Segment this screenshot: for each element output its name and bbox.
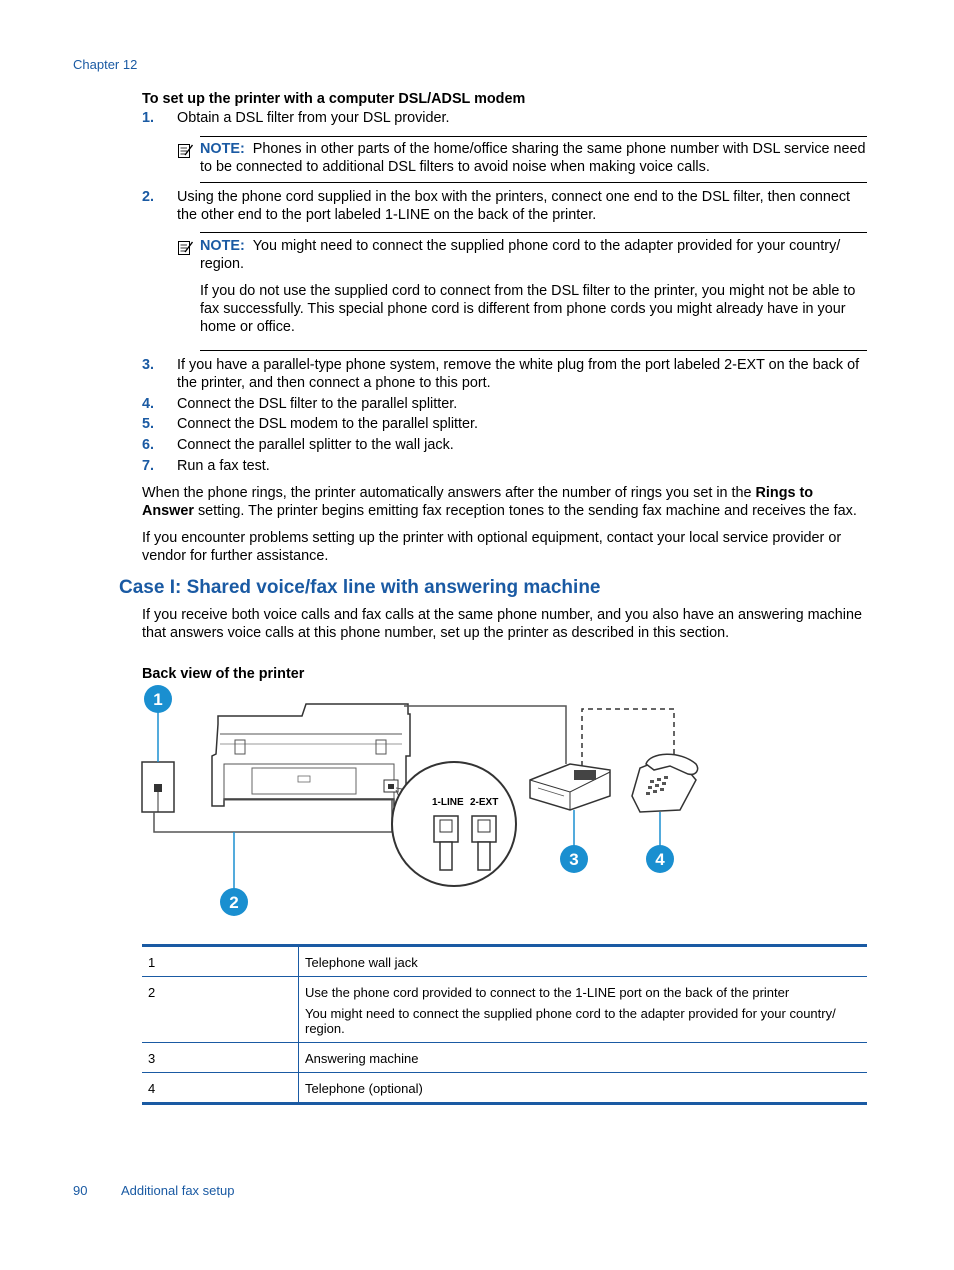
port-label: 2-EXT (470, 797, 499, 808)
step-text: Connect the DSL modem to the parallel splitter. (177, 416, 479, 432)
step-text: Using the phone cord supplied in the box with the printers, connect one end to the DSL filter, then connect the other end to the port labeled 1-LINE on the back of the printer. (177, 189, 851, 223)
legend-line: Telephone (optional) (305, 1081, 423, 1096)
wall-jack (142, 762, 174, 812)
legend-line: Use the phone cord provided to connect to the 1-LINE port on the back of the printer (305, 985, 790, 1000)
legend-description (299, 1073, 868, 1104)
note-label: NOTE: (200, 238, 245, 254)
step-text: Connect the parallel splitter to the wall jack. (177, 437, 454, 453)
phone-cord (404, 706, 566, 764)
callout-number: 3 (569, 850, 579, 869)
port-zoom (392, 762, 516, 886)
step-number: 5. (142, 416, 155, 432)
note-text (200, 237, 867, 273)
step-number: 7. (142, 458, 155, 474)
section-intro: If you receive both voice calls and fax calls at the same phone number, and you also have an answering machine that answers voice calls at this phone number, set up the printer as described in this section. (142, 607, 862, 641)
step-number: 3. (142, 357, 155, 373)
step-text: Connect the DSL filter to the parallel splitter. (177, 396, 458, 412)
step-text: Run a fax test. (177, 458, 270, 474)
setting-name: Rings to Answer (142, 485, 814, 519)
para-text: When the phone rings, the printer automatically answers after the number of rings you set in the (142, 485, 756, 501)
legend-table (142, 944, 867, 1105)
page-number: 90 (73, 1183, 88, 1198)
callout-1 (144, 685, 172, 762)
callout-number: 4 (655, 850, 665, 869)
port-label: 1-LINE (432, 797, 464, 808)
note-label: NOTE: (200, 141, 245, 157)
assistance-paragraph: If you encounter problems setting up the printer with optional equipment, contact your local service provider or vendor for further assistance. (142, 530, 842, 564)
legend-number: 2 (142, 977, 299, 1043)
legend-number: 3 (142, 1043, 299, 1073)
callout-number: 1 (153, 690, 163, 709)
legend-line: Telephone wall jack (305, 955, 418, 970)
footer-section: Additional fax setup (121, 1183, 235, 1198)
note-text (200, 140, 867, 176)
note-text-2: If you do not use the supplied cord to connect from the DSL filter to the printer, you might not be able to fax successfully. This special phone cord is different from phone cords you might already have in your home or office. (200, 283, 856, 335)
rings-paragraph (142, 484, 867, 520)
note-bottom-rule (200, 350, 867, 351)
callout-2 (220, 832, 248, 916)
table-row (142, 1073, 867, 1104)
figure-title: Back view of the printer (142, 666, 305, 682)
para-text: setting. The printer begins emitting fax reception tones to the sending fax machine and receives the fax. (193, 503, 857, 519)
printer-back (212, 704, 410, 806)
step-number: 6. (142, 437, 155, 453)
telephone (632, 754, 698, 812)
table-row (142, 946, 867, 977)
legend-description (299, 946, 868, 977)
legend-number: 4 (142, 1073, 299, 1104)
answering-machine (530, 764, 610, 810)
note-icon (177, 239, 194, 256)
table-row (142, 977, 867, 1043)
step-text: Obtain a DSL filter from your DSL provider. (177, 110, 450, 126)
note-icon (177, 142, 194, 159)
procedure-title: To set up the printer with a computer DSL/ADSL modem (142, 91, 526, 107)
note-content: Phones in other parts of the home/office sharing the same phone number with DSL service need to be connected to additional DSL filters to avoid noise when making voice calls. (200, 141, 866, 175)
legend-description (299, 977, 868, 1043)
step-number: 1. (142, 110, 155, 126)
chapter-label: Chapter 12 (73, 57, 138, 72)
legend-line: Answering machine (305, 1051, 419, 1066)
callout-4 (646, 812, 674, 873)
legend-number: 1 (142, 946, 299, 977)
step-number: 4. (142, 396, 155, 412)
note-top-rule (200, 232, 867, 233)
step-number: 2. (142, 189, 155, 205)
note-content: You might need to connect the supplied phone cord to the adapter provided for your country/ region. (200, 238, 841, 272)
note-bottom-rule (200, 182, 867, 183)
table-row (142, 1043, 867, 1073)
callout-3 (560, 810, 588, 873)
note-top-rule (200, 136, 867, 137)
back-view-diagram (140, 684, 710, 920)
section-heading: Case I: Shared voice/fax line with answering machine (119, 577, 601, 598)
legend-line: You might need to connect the supplied phone cord to the adapter provided for your country/ region. (305, 1006, 836, 1036)
step-text: If you have a parallel-type phone system, remove the white plug from the port labeled 2-EXT on the back of the printer, and then connect a phone to this port. (177, 357, 860, 391)
legend-description (299, 1043, 868, 1073)
callout-number: 2 (229, 893, 239, 912)
